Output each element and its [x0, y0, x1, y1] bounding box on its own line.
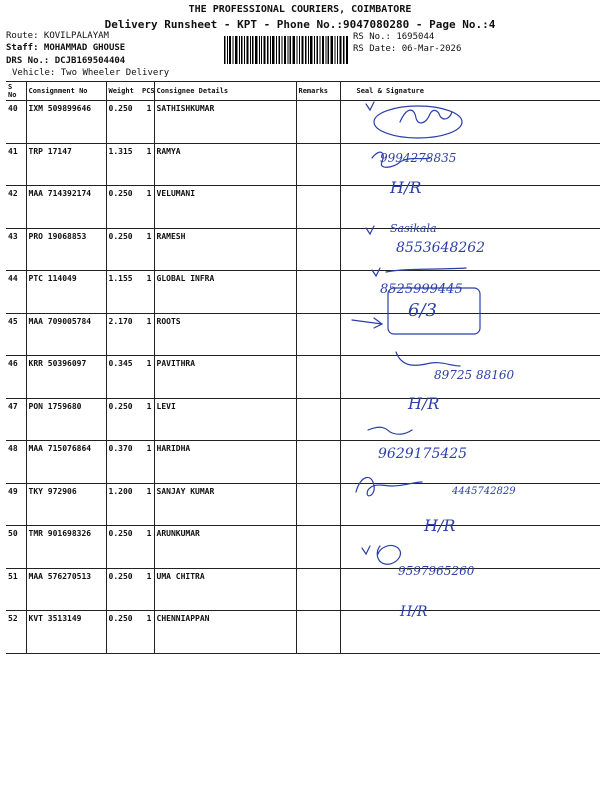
cell-pcs: 1 [140, 186, 154, 229]
cell-sno: 47 [6, 398, 26, 441]
cell-weight: 0.345 [106, 356, 140, 399]
cell-sno: 51 [6, 568, 26, 611]
cell-consignment-no: KRR 50396097 [26, 356, 106, 399]
cell-consignee: UMA CHITRA [154, 568, 296, 611]
cell-weight: 0.250 [106, 611, 140, 654]
cell-sno: 49 [6, 483, 26, 526]
cell-weight: 0.250 [106, 526, 140, 569]
col-weight: Weight [106, 82, 140, 101]
drs-number: DRS No.: DCJB169504404 [6, 56, 126, 66]
cell-sno: 48 [6, 441, 26, 484]
sig-date-45: 6/3 [408, 300, 437, 321]
col-consignment: Consignment No [26, 82, 106, 101]
col-consignee: Consignee Details [154, 82, 296, 101]
runsheet-subtitle: Delivery Runsheet - KPT - Phone No.:9047080280 - Page No.:4 [104, 18, 496, 31]
sig-hr-42: H/R [390, 178, 422, 197]
col-pcs: PCS [140, 82, 154, 101]
cell-pcs: 1 [140, 526, 154, 569]
cell-consignment-no: KVT 3513149 [26, 611, 106, 654]
cell-weight: 0.250 [106, 228, 140, 271]
cell-consignment-no: MAA 709005784 [26, 313, 106, 356]
cell-sno: 50 [6, 526, 26, 569]
sig-phone-41: 9994278835 [380, 151, 457, 165]
sig-phone-43: 8553648262 [396, 240, 486, 256]
cell-sno: 42 [6, 186, 26, 229]
cell-consignee: RAMYA [154, 143, 296, 186]
cell-sno: 43 [6, 228, 26, 271]
cell-consignment-no: PRO 19068853 [26, 228, 106, 271]
cell-consignee: VELUMANI [154, 186, 296, 229]
cell-consignment-no: MAA 714392174 [26, 186, 106, 229]
cell-consignee: HARIDHA [154, 441, 296, 484]
cell-consignment-no: PON 1759680 [26, 398, 106, 441]
cell-consignee: LEVI [154, 398, 296, 441]
cell-pcs: 1 [140, 611, 154, 654]
cell-consignee: SATHISHKUMAR [154, 101, 296, 144]
rs-number: RS No.: 1695044 [353, 32, 435, 42]
route-label: Route: KOVILPALAYAM [6, 31, 109, 41]
cell-sno: 40 [6, 101, 26, 144]
cell-sno: 45 [6, 313, 26, 356]
cell-consignee: ROOTS [154, 313, 296, 356]
cell-weight: 0.250 [106, 398, 140, 441]
cell-weight: 1.155 [106, 271, 140, 314]
cell-pcs: 1 [140, 441, 154, 484]
cell-consignment-no: TMR 901698326 [26, 526, 106, 569]
col-seal: Seal & Signature [340, 82, 600, 101]
cell-weight: 0.370 [106, 441, 140, 484]
cell-sno: 44 [6, 271, 26, 314]
cell-consignment-no: PTC 114049 [26, 271, 106, 314]
cell-pcs: 1 [140, 313, 154, 356]
cell-pcs: 1 [140, 228, 154, 271]
cell-sno: 52 [6, 611, 26, 654]
cell-weight: 1.200 [106, 483, 140, 526]
cell-weight: 0.250 [106, 186, 140, 229]
rs-date: RS Date: 06-Mar-2026 [353, 44, 462, 54]
sig-name-43: Sasikala [390, 222, 437, 235]
col-remarks: Remarks [296, 82, 340, 101]
cell-consignee: RAMESH [154, 228, 296, 271]
cell-sno: 46 [6, 356, 26, 399]
cell-pcs: 1 [140, 398, 154, 441]
cell-consignment-no: TKY 972906 [26, 483, 106, 526]
cell-consignee: PAVITHRA [154, 356, 296, 399]
col-sno: S No [6, 82, 26, 101]
cell-pcs: 1 [140, 143, 154, 186]
sig-phone-48: 9629175425 [378, 446, 468, 462]
sig-hr-52: H/R [400, 604, 428, 620]
cell-consignment-no: IXM 509899646 [26, 101, 106, 144]
cell-pcs: 1 [140, 568, 154, 611]
sig-hr-50: H/R [424, 516, 456, 535]
cell-pcs: 1 [140, 101, 154, 144]
cell-weight: 2.170 [106, 313, 140, 356]
sig-phone-49: 4445742829 [452, 486, 516, 497]
cell-consignment-no: MAA 576270513 [26, 568, 106, 611]
cell-weight: 0.250 [106, 101, 140, 144]
cell-consignment-no: MAA 715076864 [26, 441, 106, 484]
sig-phone-44: 8525999445 [380, 282, 463, 297]
company-title: THE PROFESSIONAL COURIERS, COIMBATORE [188, 4, 412, 15]
cell-consignee: ARUNKUMAR [154, 526, 296, 569]
sig-phone-46: 89725 88160 [434, 368, 515, 382]
cell-weight: 1.315 [106, 143, 140, 186]
vehicle-label: Vehicle: Two Wheeler Delivery [12, 68, 170, 78]
cell-consignment-no: TRP 17147 [26, 143, 106, 186]
cell-pcs: 1 [140, 271, 154, 314]
cell-consignee: GLOBAL INFRA [154, 271, 296, 314]
cell-pcs: 1 [140, 356, 154, 399]
cell-consignee: CHENNIAPPAN [154, 611, 296, 654]
sig-phone-51: 9597965260 [398, 564, 475, 578]
cell-sno: 41 [6, 143, 26, 186]
sig-hr-47: H/R [408, 394, 440, 413]
cell-pcs: 1 [140, 483, 154, 526]
staff-label: Staff: MOHAMMAD GHOUSE [6, 43, 126, 53]
cell-weight: 0.250 [106, 568, 140, 611]
cell-consignee: SANJAY KUMAR [154, 483, 296, 526]
